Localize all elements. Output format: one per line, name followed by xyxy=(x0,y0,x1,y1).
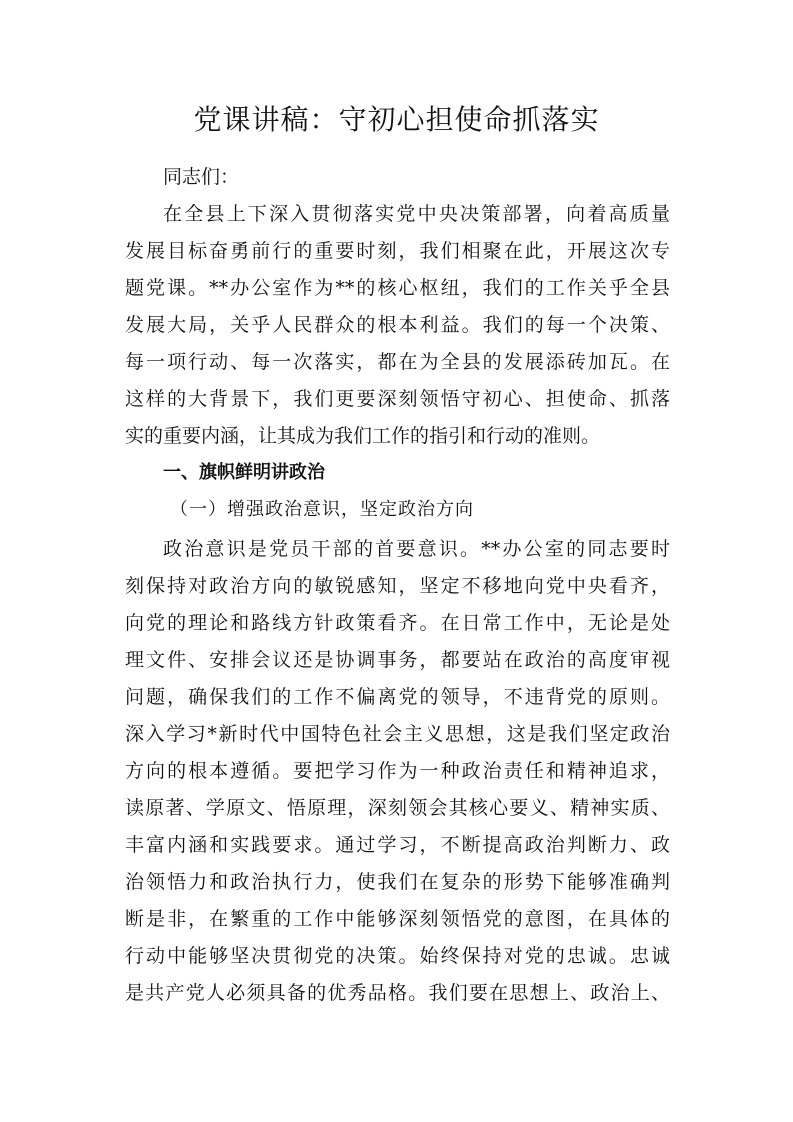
paragraph-line: 向党的理论和路线方针政策看齐。在日常工作中，无论是处 xyxy=(125,612,670,634)
subsection-heading: （一）增强政治意识，坚定政治方向 xyxy=(170,499,474,520)
paragraph-line: 理文件、安排会议还是协调事务，都要站在政治的高度审视 xyxy=(125,649,670,671)
greeting: 同志们： xyxy=(163,166,240,188)
paragraph-line: 每一项行动、每一次落实，都在为全县的发展添砖加瓦。在 xyxy=(125,351,670,373)
paragraph-line: 丰富内涵和实践要求。通过学习，不断提高政治判断力、政 xyxy=(125,834,670,856)
paragraph-line: 发展大局，关乎人民群众的根本利益。我们的每一个决策、 xyxy=(125,314,670,336)
paragraph-line: 方向的根本遵循。要把学习作为一种政治责任和精神追求， xyxy=(125,760,670,782)
section-heading: 一、旗帜鲜明讲政治 xyxy=(163,462,325,483)
paragraph-line: 行动中能够坚决贯彻党的决策。始终保持对党的忠诚。忠诚 xyxy=(125,945,670,967)
paragraph-line: 读原著、学原文、悟原理，深刻领会其核心要义、精神实质、 xyxy=(125,797,670,819)
paragraph-line: 刻保持对政治方向的敏锐感知，坚定不移地向党中央看齐， xyxy=(125,575,670,597)
paragraph-line: 治领悟力和政治执行力，使我们在复杂的形势下能够准确判 xyxy=(125,871,670,893)
document-title: 党课讲稿：守初心担使命抓落实 xyxy=(193,103,600,136)
paragraph-line: 这样的大背景下，我们更要深刻领悟守初心、担使命、抓落 xyxy=(125,388,670,410)
paragraph-line: 政治意识是党员干部的首要意识。**办公室的同志要时 xyxy=(163,538,670,560)
paragraph-line: 发展目标奋勇前行的重要时刻，我们相聚在此，开展这次专 xyxy=(125,240,670,262)
paragraph-line: 深入学习*新时代中国特色社会主义思想，这是我们坚定政治 xyxy=(125,723,670,745)
paragraph-line: 题党课。**办公室作为**的核心枢纽，我们的工作关乎全县 xyxy=(125,277,670,299)
paragraph-line: 是共产党人必须具备的优秀品格。我们要在思想上、政治上、 xyxy=(125,982,670,1004)
paragraph-line: 问题，确保我们的工作不偏离党的领导，不违背党的原则。 xyxy=(125,686,670,708)
paragraph-line: 在全县上下深入贯彻落实党中央决策部署，向着高质量 xyxy=(163,203,670,225)
paragraph-line: 断是非，在繁重的工作中能够深刻领悟党的意图，在具体的 xyxy=(125,908,670,930)
paragraph-line: 实的重要内涵，让其成为我们工作的指引和行动的准则。 xyxy=(125,425,601,447)
